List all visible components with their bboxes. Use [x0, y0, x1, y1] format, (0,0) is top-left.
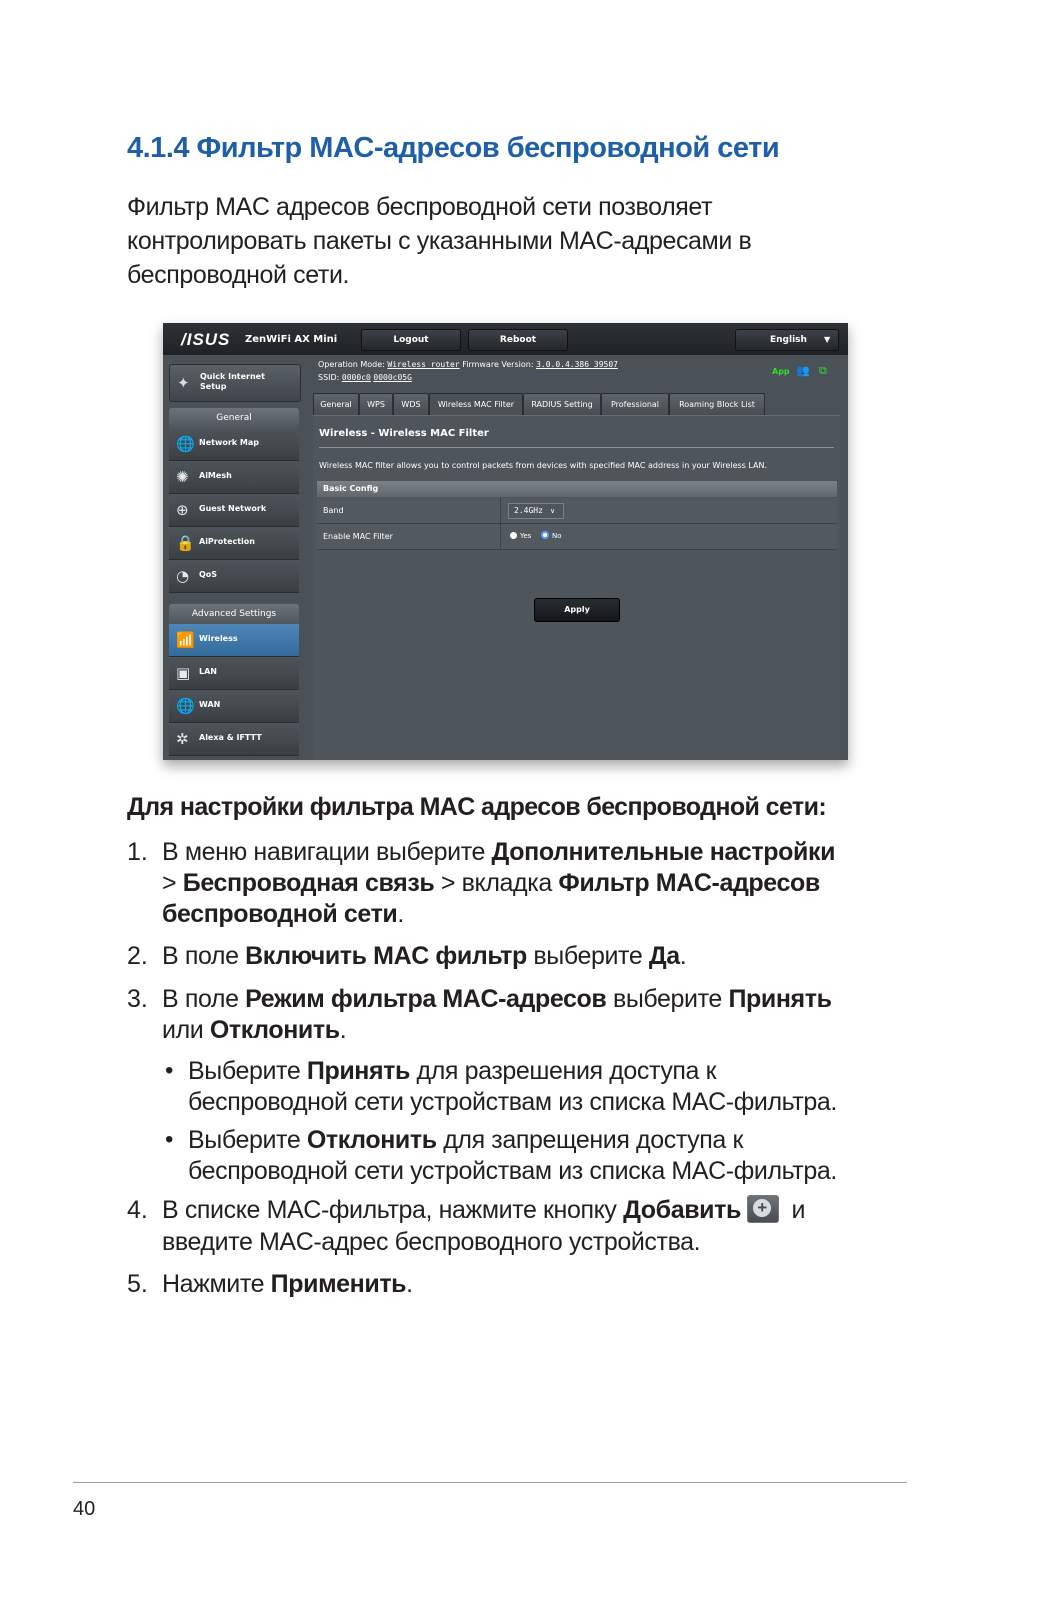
nav-label: AiProtection — [199, 537, 255, 546]
sidebar-item-alexa-ifttt[interactable] — [169, 723, 299, 756]
router-screenshot — [163, 323, 848, 760]
step-3-line-1 — [162, 983, 832, 1015]
ssid-label: SSID: — [318, 373, 340, 382]
sidebar-item-qos[interactable] — [169, 560, 299, 593]
sidebar-item-wan[interactable] — [169, 690, 299, 723]
bullet-bold: Отклонить — [306, 1126, 437, 1154]
bullet-2-line-1 — [188, 1124, 743, 1156]
step-bold: Применить — [270, 1270, 407, 1298]
step-number: 5. — [127, 1270, 148, 1298]
tab-roaming-block-list[interactable]: Roaming Block List — [669, 393, 765, 416]
panel-description: Wireless MAC filter allows you to control packets from devices with specified MAC address in your Wireless LAN. — [319, 461, 768, 470]
wifi-icon: 📶 — [176, 631, 195, 649]
basic-config-header: Basic Config — [317, 481, 837, 497]
firmware-link[interactable]: 3.0.0.4.386_39507 — [536, 360, 618, 369]
plus-icon: + — [753, 1199, 771, 1217]
tab-wps[interactable]: WPS — [359, 393, 393, 416]
lan-icon: ▣ — [176, 664, 191, 682]
chevron-down-icon: ▼ — [824, 335, 831, 344]
intro-paragraph: Фильтр MAC адресов беспроводной сети позволяет контролировать пакеты с указанными MAC-адресами в беспроводной сети. — [127, 193, 752, 289]
step-1-line-1 — [162, 836, 835, 868]
sidebar-item-guest-network[interactable] — [169, 494, 299, 527]
top-bar — [163, 323, 848, 355]
bullet-text: для разрешения доступа к — [409, 1057, 717, 1085]
bullet-text: Выберите — [188, 1057, 307, 1085]
nav-label: Network Map — [199, 438, 259, 447]
procedure-heading: Для настройки фильтра MAC адресов беспроводной сети: — [127, 793, 827, 821]
nav-label: LAN — [199, 667, 217, 676]
step-bold: Да — [648, 942, 680, 970]
step-bold: Добавить — [623, 1196, 741, 1224]
step-text: > — [162, 869, 183, 897]
step-4-line-2: введите MAC-адрес беспроводного устройства. — [162, 1228, 701, 1256]
globe-icon: 🌐 — [176, 435, 195, 453]
operation-mode-link[interactable]: Wireless router — [387, 360, 460, 369]
step-text: . — [397, 900, 404, 928]
lock-icon: 🔒 — [176, 534, 195, 552]
step-bold: Дополнительные настройки — [491, 838, 836, 866]
apply-button[interactable]: Apply — [534, 598, 620, 622]
step-text: или — [162, 1016, 210, 1044]
band-row — [317, 498, 837, 524]
tab-wds[interactable]: WDS — [393, 393, 429, 416]
row-divider — [500, 498, 501, 523]
step-bold: Отклонить — [209, 1016, 340, 1044]
sidebar-item-network-map[interactable] — [169, 428, 299, 461]
bullet-text: Выберите — [188, 1126, 307, 1154]
magic-wand-icon: ✦ — [177, 374, 190, 392]
yes-radio[interactable] — [510, 532, 517, 539]
nav-label: AiMesh — [199, 471, 232, 480]
step-text: > вкладка — [434, 869, 559, 897]
sidebar-item-aiprotection[interactable] — [169, 527, 299, 560]
step-3-line-2 — [162, 1014, 346, 1046]
logout-button[interactable]: Logout — [361, 329, 461, 351]
sidebar-item-wireless[interactable] — [169, 624, 299, 657]
wan-globe-icon: 🌐 — [176, 697, 195, 715]
add-icon — [747, 1195, 779, 1223]
panel-title: Wireless - Wireless MAC Filter — [319, 428, 489, 439]
alexa-icon: ✲ — [176, 730, 189, 748]
guest-globe-icon: ⊕ — [176, 501, 189, 519]
bullet-bold: Принять — [306, 1057, 410, 1085]
settings-panel — [313, 415, 840, 760]
chevron-down-icon: ∨ — [550, 507, 556, 515]
step-bold: беспроводной сети — [162, 900, 398, 928]
step-bold: Принять — [728, 985, 832, 1013]
tab-professional[interactable]: Professional — [601, 393, 669, 416]
language-value: English — [770, 335, 807, 345]
general-header: General — [169, 408, 299, 428]
bullet-text: для запрещения доступа к — [436, 1126, 743, 1154]
row-divider — [500, 524, 501, 549]
bullet-1-line-1 — [188, 1055, 716, 1087]
page-number: 40 — [73, 1498, 96, 1520]
step-text: Нажмите — [162, 1270, 271, 1298]
band-value: 2.4GHz — [514, 506, 543, 515]
step-number: 4. — [127, 1196, 148, 1224]
band-select[interactable] — [508, 503, 564, 519]
ssid-line — [318, 373, 412, 382]
operation-mode-line — [318, 360, 618, 369]
language-select[interactable] — [735, 329, 839, 351]
step-bold: Фильтр MAC-адресов — [558, 869, 820, 897]
nav-label: Wireless — [199, 634, 238, 643]
step-1-line-2 — [162, 867, 820, 899]
asus-logo: /ISUS — [181, 330, 231, 349]
step-bold: Включить MAC фильтр — [245, 942, 527, 970]
bullet-mark: • — [165, 1057, 174, 1084]
usb-status-icon[interactable]: ⧉ — [819, 364, 827, 377]
step-number: 2. — [127, 942, 148, 970]
bullet-2-line-2: беспроводной сети устройствам из списка MAC-фильтра. — [188, 1157, 837, 1185]
step-text: . — [406, 1270, 413, 1298]
ssid-5g: 0000c05G — [373, 373, 412, 382]
user-icon[interactable]: 👥 — [796, 364, 810, 377]
operation-mode-label: Operation Mode: — [318, 360, 385, 369]
sidebar-item-lan[interactable] — [169, 657, 299, 690]
step-text: выберите — [606, 985, 729, 1013]
step-number: 1. — [127, 838, 148, 866]
nav-label: WAN — [199, 700, 221, 709]
main-content — [310, 355, 848, 760]
step-text: . — [339, 1016, 347, 1044]
mesh-icon: ✺ — [176, 468, 189, 486]
footer-divider — [73, 1482, 907, 1483]
step-5 — [162, 1268, 413, 1300]
step-text: выберите — [526, 942, 649, 970]
nav-label: QoS — [199, 570, 218, 579]
step-text: В поле — [162, 985, 246, 1013]
step-text: В списке MAC-фильтра, нажмите кнопку — [162, 1196, 624, 1224]
step-number: 3. — [127, 985, 148, 1013]
step-text: и — [784, 1196, 806, 1224]
enable-mac-filter-row — [317, 524, 837, 550]
step-text: В поле — [162, 942, 246, 970]
section-heading: 4.1.4 Фильтр MAC-адресов беспроводной сети — [127, 132, 780, 164]
step-2 — [162, 940, 686, 972]
model-name: ZenWiFi AX Mini — [245, 334, 338, 345]
ssid-2g: 0000c0 — [341, 373, 371, 382]
yes-label: Yes — [520, 532, 532, 540]
band-label: Band — [323, 506, 344, 515]
sidebar-item-aimesh[interactable] — [169, 461, 299, 494]
step-text: . — [679, 942, 687, 970]
tab-radius-setting[interactable]: RADIUS Setting — [523, 393, 601, 416]
bullet-1-line-2: беспроводной сети устройствам из списка MAC-фильтра. — [188, 1088, 837, 1116]
quick-setup-label: Quick Internet Setup — [200, 372, 265, 391]
step-4-line-1 — [162, 1194, 805, 1226]
reboot-button[interactable]: Reboot — [468, 329, 568, 351]
no-label: No — [552, 532, 562, 540]
bullet-mark: • — [165, 1126, 174, 1153]
nav-label: Guest Network — [199, 504, 267, 513]
step-bold: Беспроводная связь — [182, 869, 435, 897]
no-radio[interactable] — [541, 531, 549, 539]
firmware-label: Firmware Version: — [462, 360, 534, 369]
tab-wireless-mac-filter[interactable]: Wireless MAC Filter — [429, 393, 523, 416]
nav-label: Alexa & IFTTT — [199, 733, 262, 742]
title-divider — [319, 447, 834, 448]
tab-general[interactable]: General — [313, 393, 359, 416]
step-bold: Режим фильтра MAC-адресов — [245, 985, 607, 1013]
quick-internet-setup[interactable] — [169, 364, 301, 402]
app-link[interactable]: App — [772, 367, 790, 376]
step-1-line-3 — [162, 898, 404, 930]
enable-mac-filter-label: Enable MAC Filter — [323, 532, 393, 541]
step-text: В меню навигации выберите — [162, 838, 492, 866]
advanced-settings-header: Advanced Settings — [169, 604, 299, 624]
gauge-icon: ◔ — [176, 567, 190, 585]
